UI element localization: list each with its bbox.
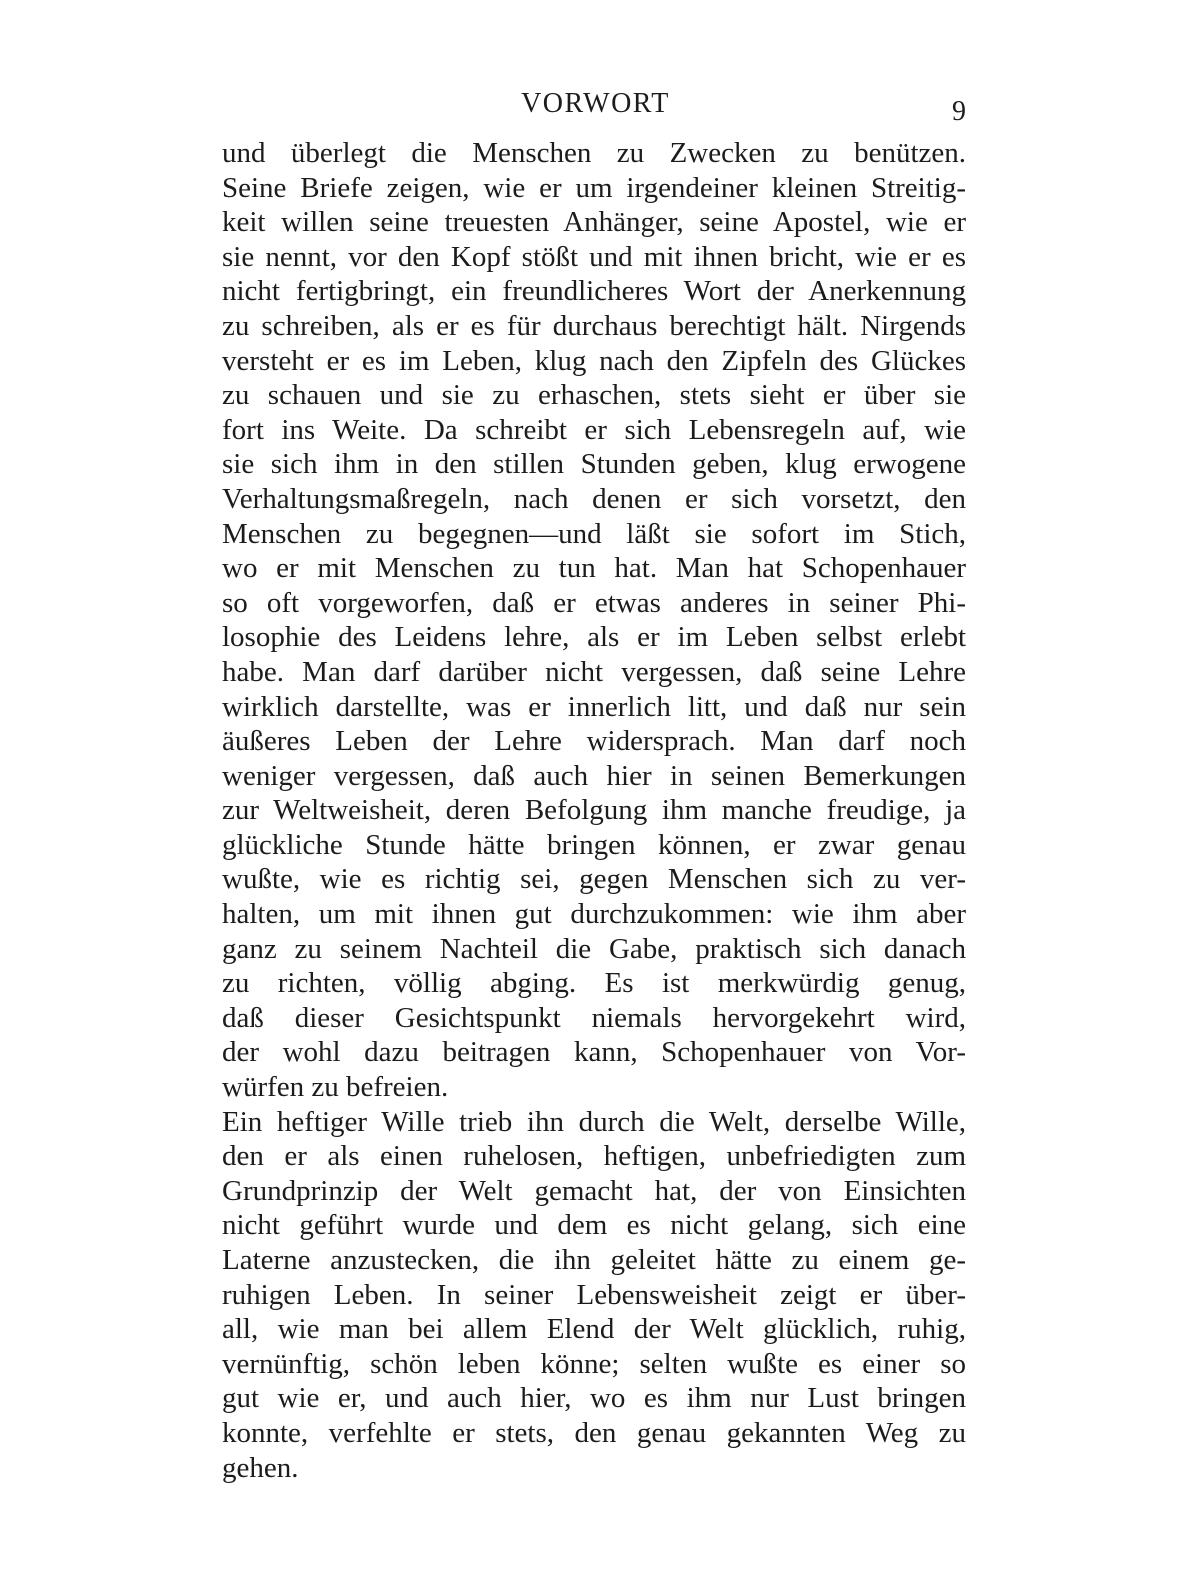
text-line: äußeres Leben der Lehre widersprach. Man darf noch <box>222 725 966 758</box>
text-line: gut wie er, und auch hier, wo es ihm nur Lust bringen <box>222 1382 966 1415</box>
text-line: weniger vergessen, daß auch hier in seinen Bemerkungen <box>222 759 966 792</box>
text-line: sie sich ihm in den stillen Stunden geben, klug erwogene <box>222 448 966 481</box>
text-line: Ein heftiger Wille trieb ihn durch die Welt, derselbe Wille, <box>222 1105 966 1138</box>
text-line: der wohl dazu beitragen kann, Schopenhauer von Vor- <box>222 1036 966 1069</box>
text-line: zu schreiben, als er es für durchaus berechtigt hält. Nirgends <box>222 309 966 342</box>
text-line: ganz zu seinem Nachteil die Gabe, praktisch sich danach <box>222 932 966 965</box>
text-line: Laterne anzustecken, die ihn geleitet hätte zu einem ge- <box>222 1244 966 1276</box>
text-line: vernünftig, schön leben könne; selten wußte es einer so <box>222 1347 966 1380</box>
text-line: wußte, wie es richtig sei, gegen Menschen sich zu ver- <box>222 863 966 896</box>
page-number: 9 <box>952 96 966 127</box>
text-line: gehen. <box>222 1451 299 1484</box>
body-text <box>222 136 966 1485</box>
text-line: und überlegt die Menschen zu Zwecken zu benützen. <box>222 137 966 169</box>
text-line: Seine Briefe zeigen, wie er um irgendeiner kleinen Streitig- <box>222 171 966 204</box>
running-title: VORWORT <box>521 88 670 119</box>
paragraph <box>222 1105 966 1486</box>
text-line: all, wie man bei allem Elend der Welt glücklich, ruhig, <box>222 1313 966 1346</box>
paragraph <box>222 136 966 1105</box>
text-line: Verhaltungsmaßregeln, nach denen er sich vorsetzt, den <box>222 482 966 515</box>
text-line: Menschen zu begegnen—und läßt sie sofort im Stich, <box>222 517 966 550</box>
text-line: ruhigen Leben. In seiner Lebensweisheit zeigt er über- <box>222 1278 966 1311</box>
text-line: fort ins Weite. Da schreibt er sich Lebensregeln auf, wie <box>222 413 966 446</box>
running-head <box>0 88 1191 128</box>
text-line: halten, um mit ihnen gut durchzukommen: wie ihm aber <box>222 898 966 931</box>
text-line: keit willen seine treuesten Anhänger, seine Apostel, wie er <box>222 206 966 239</box>
text-line: versteht er es im Leben, klug nach den Zipfeln des Glückes <box>222 344 966 377</box>
text-line: nicht geführt wurde und dem es nicht gelang, sich eine <box>222 1209 966 1242</box>
text-line: Grundprinzip der Welt gemacht hat, der von Einsichten <box>222 1174 966 1207</box>
text-line: nicht fertigbringt, ein freundlicheres Wort der Anerkennung <box>222 275 966 308</box>
text-line: zu schauen und sie zu erhaschen, stets sieht er über sie <box>222 379 966 412</box>
text-line: sie nennt, vor den Kopf stößt und mit ihnen bricht, wie er es <box>222 240 966 273</box>
text-line: würfen zu befreien. <box>222 1071 449 1104</box>
text-line: daß dieser Gesichtspunkt niemals hervorgekehrt wird, <box>222 1001 966 1034</box>
text-line: glückliche Stunde hätte bringen können, er zwar genau <box>222 828 966 861</box>
text-line: zu richten, völlig abging. Es ist merkwürdig genug, <box>222 967 966 1000</box>
text-line: wirklich darstellte, was er innerlich litt, und daß nur sein <box>222 690 966 723</box>
text-line: losophie des Leidens lehre, als er im Leben selbst erlebt <box>222 621 966 654</box>
text-line: habe. Man darf darüber nicht vergessen, daß seine Lehre <box>222 655 966 688</box>
text-line: den er als einen ruhelosen, heftigen, unbefriedigten zum <box>222 1140 966 1173</box>
text-line: zur Weltweisheit, deren Befolgung ihm manche freudige, ja <box>222 794 966 827</box>
text-line: so oft vorgeworfen, daß er etwas anderes in seiner Phi- <box>222 586 966 619</box>
text-line: konnte, verfehlte er stets, den genau gekannten Weg zu <box>222 1416 966 1449</box>
text-line: wo er mit Menschen zu tun hat. Man hat Schopenhauer <box>222 552 966 585</box>
